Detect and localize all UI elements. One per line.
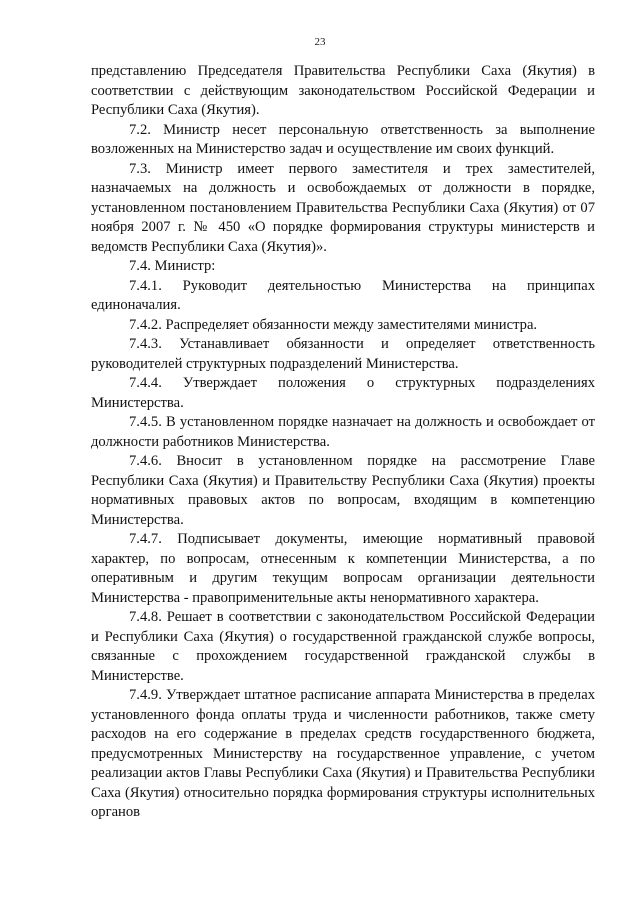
paragraph-7-4-6: 7.4.6. Вносит в установленном порядке на рассмотрение Главе Республики Саха (Якутия) и Правительству Республики Саха (Якутия) проекты нормативных правовых актов по вопросам, входящим в компетенцию Министерства.: [91, 453, 595, 528]
paragraph-7-4-2: 7.4.2. Распределяет обязанности между заместителями министра.: [129, 316, 538, 333]
page-number: 23: [314, 36, 326, 48]
paragraph-7-4: 7.4. Министр:: [129, 258, 216, 274]
paragraph-7-4-9: 7.4.9. Утверждает штатное расписание аппарата Министерства в пределах установленного фонда оплаты труда и численности работников, также смету расходов на его содержание в пределах средств государственного бюджета, предусмотренных Министерству на государственное управление, с учетом реализации актов Главы Республики Саха (Якутия) и Правительства Республики Саха (Якутия) относительно порядка формирования структуры исполнительных органов: [91, 687, 595, 820]
paragraph-7-4-1: 7.4.1. Руководит деятельностью Министерства на принципах единоначалия.: [91, 277, 595, 313]
paragraph-7-4-3: 7.4.3. Устанавливает обязанности и определяет ответственность руководителей структурных подразделений Министерства.: [91, 336, 595, 372]
paragraph-7-2: 7.2. Министр несет персональную ответственность за выполнение возложенных на Министерство задач и осуществление им своих функций.: [91, 121, 595, 157]
document-body: [91, 62, 595, 823]
paragraph-7-3: 7.3. Министр имеет первого заместителя и трех заместителей, назначаемых на должность и освобождаемых от должности в порядке, установленном постановлением Правительства Республики Саха (Якутия) от 07 ноября 2007 г. № 450 «О порядке формирования структуры министерств и ведомств Республики Саха (Якутия)».: [91, 160, 595, 255]
paragraph-7-4-5: 7.4.5. В установленном порядке назначает на должность и освобождает от должности работников Министерства.: [91, 414, 595, 450]
paragraph-7-4-4: 7.4.4. Утверждает положения о структурных подразделениях Министерства.: [91, 375, 595, 411]
paragraph-continuation: представлению Председателя Правительства Республики Саха (Якутия) в соответствии с действующим законодательством Российской Федерации и Республики Саха (Якутия).: [91, 63, 595, 118]
paragraph-7-4-7: 7.4.7. Подписывает документы, имеющие нормативный правовой характер, по вопросам, отнесенным к компетенции Министерства, а по оперативным и другим текущим вопросам организации деятельности Министерства - правоприменительные акты ненормативного характера.: [91, 531, 595, 606]
paragraph-7-4-8: 7.4.8. Решает в соответствии с законодательством Российской Федерации и Республики Саха (Якутия) о государственной гражданской службе вопросы, связанные с прохождением государственной гражданской службы в Министерстве.: [91, 609, 595, 684]
